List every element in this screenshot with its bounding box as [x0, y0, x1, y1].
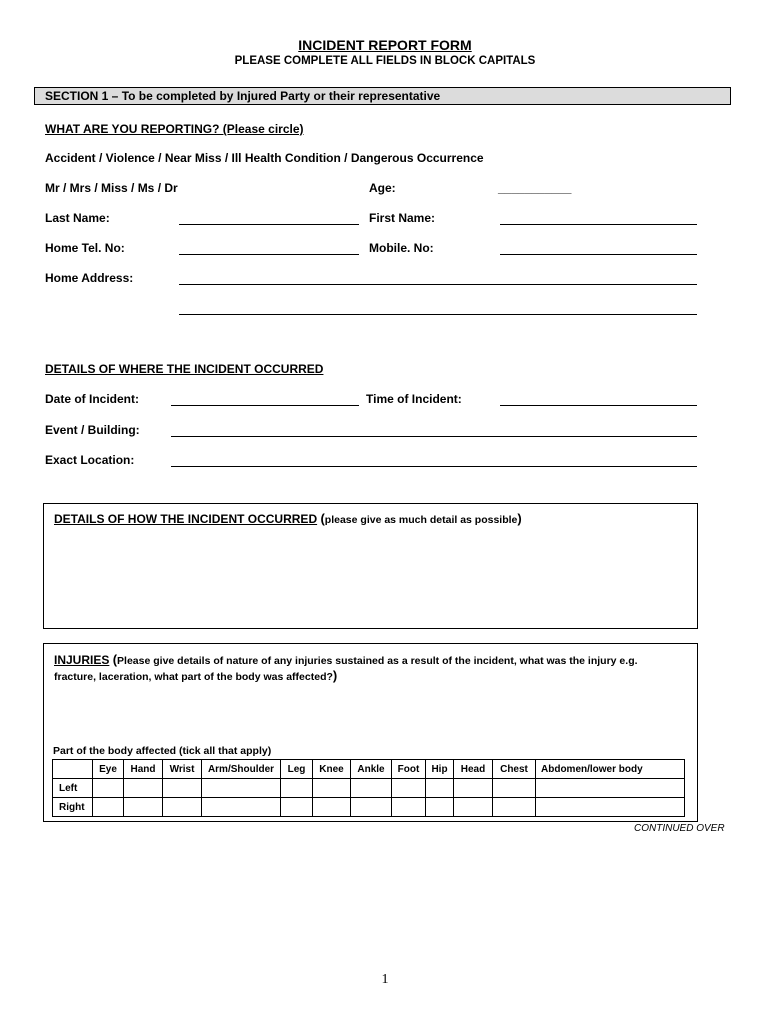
- tick-cell[interactable]: [313, 798, 351, 817]
- column-header: Chest: [493, 760, 536, 779]
- tick-cell[interactable]: [536, 779, 685, 798]
- column-header: Eye: [93, 760, 124, 779]
- mobile-label: Mobile. No:: [369, 241, 434, 255]
- table-row-right: [53, 798, 685, 817]
- where-heading: DETAILS OF WHERE THE INCIDENT OCCURRED: [45, 362, 324, 376]
- injuries-paren-close: ): [332, 668, 338, 683]
- home-address-line-1[interactable]: [179, 284, 697, 285]
- tick-cell[interactable]: [93, 798, 124, 817]
- event-label: Event / Building:: [45, 423, 140, 437]
- column-header: Arm/Shoulder: [202, 760, 281, 779]
- injuries-note-line1: Please give details of nature of any injuries sustained as a result of the incident, what was the injury e.g.: [117, 655, 638, 667]
- tick-cell[interactable]: [163, 779, 202, 798]
- column-header: Leg: [281, 760, 313, 779]
- how-box[interactable]: [43, 503, 698, 629]
- column-header: Abdomen/lower body: [536, 760, 685, 779]
- tick-cell[interactable]: [124, 779, 163, 798]
- age-field[interactable]: ___________: [498, 181, 572, 195]
- time-label: Time of Incident:: [366, 392, 462, 406]
- injuries-paren-open: (: [112, 652, 118, 667]
- row-label: Right: [53, 798, 93, 817]
- table-corner-cell: [53, 760, 93, 779]
- date-field[interactable]: [171, 405, 359, 406]
- mobile-field[interactable]: [500, 254, 697, 255]
- how-heading: DETAILS OF HOW THE INCIDENT OCCURRED: [54, 512, 318, 526]
- how-paren-close: ): [517, 511, 522, 526]
- home-address-line-2[interactable]: [179, 314, 697, 315]
- table-header-row: [53, 760, 685, 779]
- body-part-label: Part of the body affected (tick all that apply): [53, 745, 272, 757]
- last-name-field[interactable]: [179, 224, 359, 225]
- home-address-label: Home Address:: [45, 271, 134, 285]
- reporting-question: WHAT ARE YOU REPORTING? (Please circle): [45, 122, 304, 136]
- continued-over: CONTINUED OVER: [634, 823, 725, 834]
- injuries-heading: INJURIES: [54, 653, 110, 667]
- tick-cell[interactable]: [124, 798, 163, 817]
- column-header: Wrist: [163, 760, 202, 779]
- reporting-options[interactable]: Accident / Violence / Near Miss / Ill Health Condition / Dangerous Occurrence: [45, 151, 484, 165]
- title-options[interactable]: Mr / Mrs / Miss / Ms / Dr: [45, 181, 178, 195]
- tick-cell[interactable]: [351, 779, 392, 798]
- tick-cell[interactable]: [281, 779, 313, 798]
- tick-cell[interactable]: [536, 798, 685, 817]
- date-label: Date of Incident:: [45, 392, 140, 406]
- home-tel-field[interactable]: [179, 254, 359, 255]
- column-header: Ankle: [351, 760, 392, 779]
- first-name-field[interactable]: [500, 224, 697, 225]
- location-label: Exact Location:: [45, 453, 135, 467]
- section1-heading: SECTION 1 – To be completed by Injured Party or their representative: [45, 89, 441, 103]
- tick-cell[interactable]: [493, 779, 536, 798]
- column-header: Hand: [124, 760, 163, 779]
- how-heading-row: [54, 511, 522, 526]
- tick-cell[interactable]: [426, 779, 454, 798]
- tick-cell[interactable]: [351, 798, 392, 817]
- column-header: Knee: [313, 760, 351, 779]
- how-note: please give as much detail as possible: [324, 514, 518, 526]
- tick-cell[interactable]: [93, 779, 124, 798]
- tick-cell[interactable]: [454, 798, 493, 817]
- tick-cell[interactable]: [392, 779, 426, 798]
- tick-cell[interactable]: [281, 798, 313, 817]
- age-label: Age:: [369, 181, 396, 195]
- tick-cell[interactable]: [392, 798, 426, 817]
- tick-cell[interactable]: [313, 779, 351, 798]
- event-field[interactable]: [171, 436, 697, 437]
- table-row-left: [53, 779, 685, 798]
- location-field[interactable]: [171, 466, 697, 467]
- injuries-heading-row: [54, 652, 638, 667]
- row-label: Left: [53, 779, 93, 798]
- last-name-label: Last Name:: [45, 211, 110, 225]
- page-number: 1: [381, 972, 389, 987]
- home-tel-label: Home Tel. No:: [45, 241, 125, 255]
- tick-cell[interactable]: [426, 798, 454, 817]
- column-header: Hip: [426, 760, 454, 779]
- tick-cell[interactable]: [202, 779, 281, 798]
- tick-cell[interactable]: [163, 798, 202, 817]
- form-title: INCIDENT REPORT FORM: [298, 37, 472, 53]
- time-field[interactable]: [500, 405, 697, 406]
- tick-cell[interactable]: [493, 798, 536, 817]
- column-header: Head: [454, 760, 493, 779]
- section1-banner: [34, 87, 731, 105]
- tick-cell[interactable]: [454, 779, 493, 798]
- form-subtitle: PLEASE COMPLETE ALL FIELDS IN BLOCK CAPITALS: [234, 55, 536, 67]
- first-name-label: First Name:: [369, 211, 436, 225]
- body-part-table: [52, 759, 685, 817]
- tick-cell[interactable]: [202, 798, 281, 817]
- how-paren-open: (: [320, 511, 325, 526]
- injuries-note-line2-row: [54, 668, 337, 683]
- injuries-note-line2: fracture, laceration, what part of the body was affected?: [54, 671, 333, 683]
- column-header: Foot: [392, 760, 426, 779]
